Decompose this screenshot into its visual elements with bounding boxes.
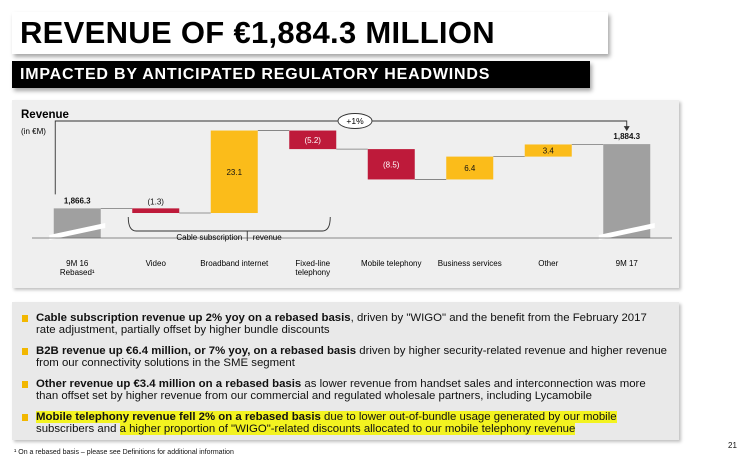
- note-bold: Other revenue up €3.4 million on a rebased basis: [36, 378, 302, 390]
- chart-title: Revenue: [21, 109, 69, 121]
- slide-subtitle: IMPACTED BY ANTICIPATED REGULATORY HEADWINDS: [12, 61, 590, 88]
- note-highlight: a higher proportion of "WIGO"-related discounts allocated to our mobile telephony revenue: [119, 422, 576, 435]
- note-text: subscribers and: [36, 422, 120, 435]
- category-label-4: Mobile telephony: [361, 259, 422, 268]
- revenue-waterfall-chart: [12, 100, 679, 288]
- page-number: 21: [728, 441, 737, 450]
- category-label-2: Broadband internet: [200, 259, 269, 268]
- bracket-label-right: revenue: [252, 233, 282, 242]
- bracket-label-left: Cable subscription: [176, 233, 243, 242]
- note-text: driven by higher security-related revenue and higher revenue from our connectivity solutions in the SME segment: [36, 345, 668, 369]
- category-label-5: Business services: [437, 259, 502, 268]
- growth-label: +1%: [346, 116, 364, 126]
- category-label-6: Other: [538, 259, 559, 268]
- note-b2b-revenue: [36, 346, 668, 369]
- bar-1: [132, 208, 179, 213]
- growth-bracket-line: [55, 121, 627, 194]
- data-label-7: 1,884.3: [613, 132, 641, 142]
- data-label-6: 3.4: [542, 146, 554, 156]
- note-bold: Cable subscription revenue up 2% yoy on a rebased basis: [36, 312, 351, 324]
- data-label-3: (5.2): [304, 135, 321, 145]
- bullet-marker: [22, 414, 28, 421]
- growth-arrowhead: [624, 126, 630, 131]
- bullet-marker: [22, 381, 28, 388]
- revenue-chart-panel: [12, 100, 679, 288]
- note-cable-subscription: [36, 313, 668, 336]
- category-label-1: Video: [145, 259, 166, 268]
- bar-7: [603, 144, 650, 238]
- note-mobile-telephony: [36, 412, 668, 435]
- notes-panel: [12, 302, 679, 440]
- note-bold: B2B revenue up €6.4 million, or 7% yoy, on a rebased basis: [36, 345, 357, 357]
- note-text: , driven by "WIGO" and the benefit from the February 2017 rate adjustment, partially offset by higher bundle discounts: [36, 312, 647, 336]
- note-other-revenue: [36, 379, 668, 402]
- category-label-0: Rebased¹: [59, 268, 95, 277]
- cable-subscription-bracket: [128, 217, 330, 231]
- data-label-0: 1,866.3: [63, 196, 91, 206]
- slide-title: REVENUE OF €1,884.3 MILLION: [12, 12, 608, 54]
- note-highlight: due to lower out-of-bundle usage generated by our mobile: [320, 411, 617, 423]
- category-label-0: 9M 16: [66, 259, 89, 268]
- bullet-marker: [22, 348, 28, 355]
- data-label-4: (8.5): [383, 160, 400, 170]
- data-label-2: 23.1: [226, 167, 243, 177]
- chart-unit-label: (in €M): [21, 127, 46, 136]
- data-label-5: 6.4: [464, 164, 476, 174]
- category-label-7: 9M 17: [615, 259, 638, 268]
- category-label-3: Fixed-line: [295, 259, 331, 268]
- category-label-3: telephony: [295, 268, 331, 277]
- bullet-marker: [22, 315, 28, 322]
- note-bold-highlight: Mobile telephony revenue fell 2% on a rebased basis: [36, 411, 321, 423]
- data-label-1: (1.3): [147, 197, 164, 207]
- note-text: as lower revenue from handset sales and interconnection was more than offset set by higher revenue from our commercial and regulated wholesale partners, including Lycamobile: [36, 378, 646, 402]
- footnote: ¹ On a rebased basis – please see Definitions for additional information: [14, 449, 234, 456]
